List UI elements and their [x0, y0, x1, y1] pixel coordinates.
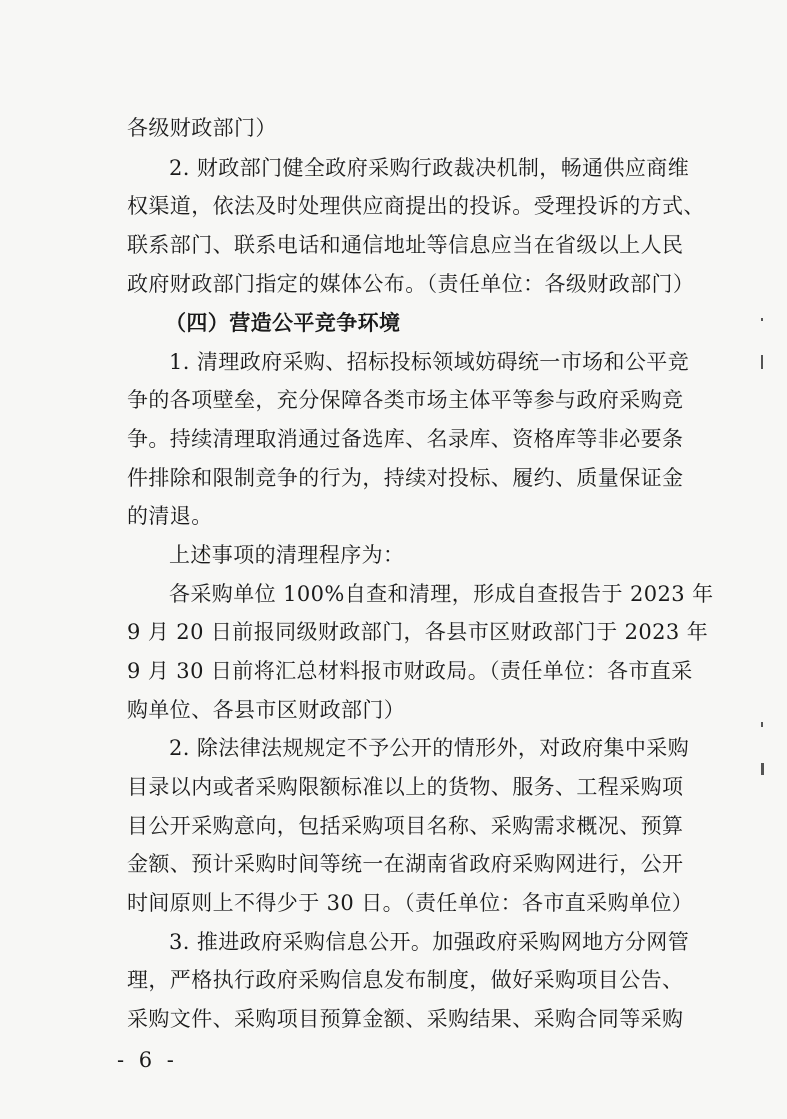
page-number: - 6 -: [117, 1048, 178, 1072]
text-line: 3. 推进政府采购信息公开。加强政府采购网地方分网管: [169, 930, 690, 954]
text-line: 各级财政部门）: [127, 116, 277, 140]
text-line: 政府财政部门指定的媒体公布。（责任单位：各级财政部门）: [127, 272, 695, 296]
text-line: 各采购单位 100%自查和清理，形成自查报告于 2023 年: [169, 582, 714, 606]
text-line: 2. 除法律法规规定不予公开的情形外，对政府集中采购: [169, 736, 690, 760]
scan-mark: [761, 722, 763, 727]
text-line: 9 月 20 日前报同级财政部门，各县市区财政部门于 2023 年: [127, 620, 709, 644]
scan-mark: [761, 318, 763, 321]
text-line: 购单位、各县市区财政部门）: [127, 698, 406, 722]
text-line: 件排除和限制竞争的行为，持续对投标、履约、质量保证金: [127, 466, 684, 490]
text-line: 金额、预计采购时间等统一在湖南省政府采购网进行，公开: [127, 852, 684, 876]
text-line: 权渠道，依法及时处理供应商提出的投诉。受理投诉的方式、: [127, 194, 705, 218]
text-line: 联系部门、联系电话和通信地址等信息应当在省级以上人民: [127, 233, 684, 257]
scan-mark: [761, 763, 764, 775]
scan-mark: [761, 355, 763, 369]
text-line: 1. 清理政府采购、招标投标领域妨碍统一市场和公平竞: [169, 350, 690, 374]
text-line: 2. 财政部门健全政府采购行政裁决机制，畅通供应商维: [169, 156, 690, 180]
text-line: 争。持续清理取消通过备选库、名录库、资格库等非必要条: [127, 427, 684, 451]
text-line: 时间原则上不得少于 30 日。（责任单位：各市直采购单位）: [127, 891, 694, 915]
section-heading: （四）营造公平竞争环境: [165, 310, 401, 335]
text-line: 的清退。: [127, 504, 213, 528]
text-line: 目公开采购意向，包括采购项目名称、采购需求概况、预算: [127, 814, 684, 838]
text-line: 上述事项的清理程序为：: [169, 543, 405, 567]
text-line: 理，严格执行政府采购信息发布制度，做好采购项目公告、: [127, 968, 684, 992]
text-line: 争的各项壁垒，充分保障各类市场主体平等参与政府采购竞: [127, 388, 684, 412]
text-line: 采购文件、采购项目预算金额、采购结果、采购合同等采购: [127, 1007, 684, 1031]
text-line: 目录以内或者采购限额标准以上的货物、服务、工程采购项: [127, 775, 684, 799]
text-line: 9 月 30 日前将汇总材料报市财政局。（责任单位：各市直采: [127, 659, 693, 683]
